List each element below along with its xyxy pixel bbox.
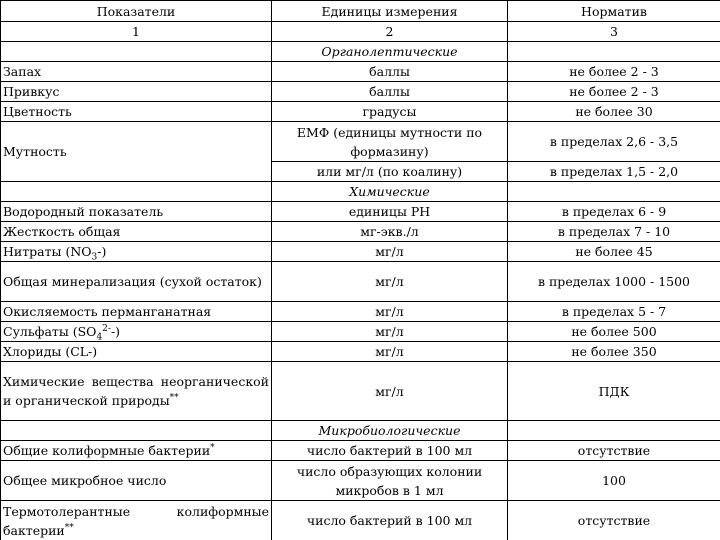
subscript: 3 [91,252,98,262]
indicator-cell: Жесткость общая [1,222,272,242]
indicator-cell [1,362,272,421]
indicator-text: Химические вещества неорганической и органической природы [3,374,269,408]
unit-cell: мг/л [272,322,508,342]
table-row [1,242,720,262]
table-row [1,501,720,540]
footnote-mark: ** [169,392,179,403]
header-indicator: Показатели [1,1,272,22]
section-row [1,421,720,441]
table-row [1,202,720,222]
superscript: 2- [102,323,111,334]
section-chemical: Химические [272,182,508,202]
indicator-cell: Привкус [1,82,272,102]
unit-cell: число образующих колонии микробов в 1 мл [272,461,508,501]
section-spacer [508,421,720,441]
unit-cell: мг/л [272,302,508,322]
section-spacer [1,182,272,202]
header-unit: Единицы измерения [272,1,508,22]
table-row [1,102,720,122]
column-number-1: 1 [1,22,272,42]
unit-cell: мг-экв./л [272,222,508,242]
norm-cell: в пределах 5 - 7 [508,302,720,322]
unit-cell: баллы [272,82,508,102]
norm-cell: в пределах 2,6 - 3,5 [508,122,720,162]
norm-cell: не более 2 - 3 [508,62,720,82]
norm-cell: 100 [508,461,720,501]
section-spacer [508,182,720,202]
section-row [1,182,720,202]
table-row [1,62,720,82]
table-row [1,82,720,102]
indicator-cell: Запах [1,62,272,82]
norm-cell: не более 45 [508,242,720,262]
table-row [1,302,720,322]
indicator-cell [1,322,272,342]
indicator-text: Общие колиформные бактерии [3,443,211,458]
indicator-text: -) [97,244,107,259]
column-number-3: 3 [508,22,720,42]
header-norm: Норматив [508,1,720,22]
unit-cell: мг/л [272,242,508,262]
unit-cell: мг/л [272,362,508,421]
table-row [1,461,720,501]
norm-cell: не более 30 [508,102,720,122]
section-spacer [1,42,272,62]
norm-cell: в пределах 1,5 - 2,0 [508,162,720,182]
footnote-mark: ** [64,522,74,533]
unit-cell: мг/л [272,342,508,362]
indicator-cell [1,242,272,262]
table-row [1,262,720,302]
indicator-cell: Цветность [1,102,272,122]
section-microbiological: Микробиологические [272,421,508,441]
table-row [1,441,720,461]
norm-cell: не более 2 - 3 [508,82,720,102]
unit-cell: единицы PH [272,202,508,222]
norm-cell: отсутствие [508,501,720,540]
unit-cell: градусы [272,102,508,122]
section-organoleptic: Органолептические [272,42,508,62]
indicator-cell: Окисляемость перманганатная [1,302,272,322]
norm-cell: не более 500 [508,322,720,342]
norm-cell: отсутствие [508,441,720,461]
unit-cell: число бактерий в 100 мл [272,501,508,540]
norm-cell: ПДК [508,362,720,421]
indicator-text: Термотолерантные колиформные бактерии [3,503,269,538]
table-row [1,322,720,342]
indicator-text: -) [110,324,121,339]
norm-cell: в пределах 6 - 9 [508,202,720,222]
indicator-cell: Хлориды (CL-) [1,342,272,362]
indicator-cell [1,501,272,540]
section-spacer [508,42,720,62]
norm-cell: в пределах 7 - 10 [508,222,720,242]
unit-cell: ЕМФ (единицы мутности по формазину) [272,122,508,162]
table-row [1,122,720,162]
column-number-2: 2 [272,22,508,42]
norm-cell: в пределах 1000 - 1500 [508,262,720,302]
header-row [1,1,720,22]
indicator-text: Нитраты (NO [3,244,92,259]
indicator-cell: Водородный показатель [1,202,272,222]
table-row [1,222,720,242]
section-spacer [1,421,272,441]
unit-cell: число бактерий в 100 мл [272,441,508,461]
indicator-cell: Мутность [1,122,272,182]
subscript: 4 [96,332,103,342]
norm-cell: не более 350 [508,342,720,362]
indicator-cell [1,441,272,461]
table-row [1,342,720,362]
indicator-cell: Общая минерализация (сухой остаток) [1,262,272,302]
unit-cell: или мг/л (по коалину) [272,162,508,182]
indicator-text: Сульфаты (SO [3,324,97,339]
section-row [1,42,720,62]
unit-cell: баллы [272,62,508,82]
numbering-row [1,22,720,42]
footnote-mark: * [210,442,215,453]
indicator-cell: Общее микробное число [1,461,272,501]
table-row [1,362,720,421]
unit-cell: мг/л [272,262,508,302]
